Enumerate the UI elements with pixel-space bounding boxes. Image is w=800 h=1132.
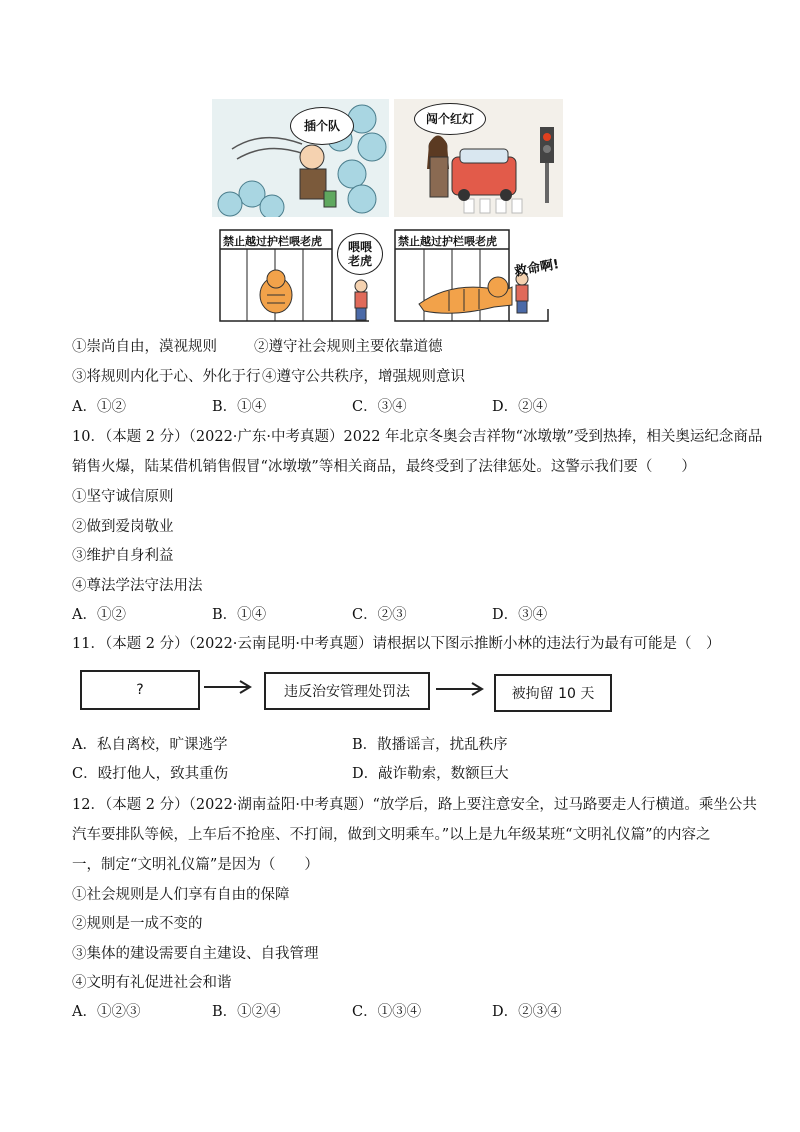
red-light-speech-bubble: 闯个红灯 bbox=[414, 103, 486, 135]
q12-choice-d[interactable]: D．②③④ bbox=[492, 1004, 562, 1020]
q10-stem-line1: 10．（本题 2 分）（2022·广东·中考真题）2022 年北京冬奥会吉祥物“冰墩墩”受到热捧，相关奥运纪念商品 bbox=[72, 429, 763, 445]
q11-choice-d[interactable]: D．敲诈勒索，数额巨大 bbox=[352, 766, 509, 782]
q10-choice-b[interactable]: B．①④ bbox=[212, 607, 267, 623]
flow-detention-box: 被拘留 10 天 bbox=[494, 674, 612, 712]
queue-speech-bubble: 插个队 bbox=[290, 107, 354, 145]
help-shout-text: 救命啊! bbox=[513, 257, 561, 280]
q10-choice-d[interactable]: D．③④ bbox=[492, 607, 548, 623]
q9-option-2: ②遵守社会规则主要依靠道德 bbox=[254, 339, 443, 355]
q9-choice-d[interactable]: D．②④ bbox=[492, 399, 548, 415]
q11-choice-b[interactable]: B．散播谣言，扰乱秩序 bbox=[352, 737, 508, 753]
flow-unknown-box: ? bbox=[80, 670, 200, 710]
flow-arrow-2 bbox=[436, 681, 488, 697]
q12-choice-b[interactable]: B．①②④ bbox=[212, 1004, 281, 1020]
q12-stem-line2: 汽车要排队等候，上车后不抢座、不打闹，做到文明乘车。”以上是九年级某班“文明礼仪篇”的内容之 bbox=[72, 827, 711, 843]
comic-feed-tiger-after bbox=[394, 229, 570, 323]
q9-option-4: ④遵守公共秩序，增强规则意识 bbox=[262, 369, 465, 385]
q12-choice-c[interactable]: C．①③④ bbox=[352, 1004, 422, 1020]
q9-option-1: ①崇尚自由，漠视规则 bbox=[72, 339, 217, 355]
q12-item-4: ④文明有礼促进社会和谐 bbox=[72, 975, 232, 991]
q11-choice-a[interactable]: A．私自离校，旷课逃学 bbox=[72, 737, 228, 753]
q9-choice-b[interactable]: B．①④ bbox=[212, 399, 267, 415]
q10-stem-line2: 销售火爆，陆某借机销售假冒“冰墩墩”等相关商品，最终受到了法律惩处。这警示我们要（ ） bbox=[72, 459, 696, 475]
q10-choice-c[interactable]: C．②③ bbox=[352, 607, 407, 623]
q10-choice-a[interactable]: A．①② bbox=[72, 607, 126, 623]
q10-item-2: ②做到爱岗敬业 bbox=[72, 519, 174, 535]
q12-stem-line1: 12．（本题 2 分）（2022·湖南益阳·中考真题）“放学后，路上要注意安全，过马路要走人行横道。乘坐公共 bbox=[72, 797, 757, 813]
q12-item-1: ①社会规则是人们享有自由的保障 bbox=[72, 887, 290, 903]
q11-stem: 11．（本题 2 分）（2022·云南昆明·中考真题）请根据以下图示推断小林的违法行为最有可能是（ ） bbox=[72, 636, 721, 652]
q12-item-3: ③集体的建设需要自主建设、自我管理 bbox=[72, 946, 319, 962]
q10-item-1: ①坚守诚信原则 bbox=[72, 489, 174, 505]
q9-choice-a[interactable]: A．①② bbox=[72, 399, 126, 415]
flow-arrow-1 bbox=[204, 679, 256, 695]
q11-choice-c[interactable]: C．殴打他人，致其重伤 bbox=[72, 766, 229, 782]
q12-stem-line3: 一，制定“文明礼仪篇”是因为（ ） bbox=[72, 857, 319, 873]
q12-choice-a[interactable]: A．①②③ bbox=[72, 1004, 141, 1020]
flow-law-box: 违反治安管理处罚法 bbox=[264, 672, 430, 710]
q12-item-2: ②规则是一成不变的 bbox=[72, 916, 203, 932]
feed-speech-bubble bbox=[337, 233, 383, 275]
q9-choice-c[interactable]: C．③④ bbox=[352, 399, 407, 415]
no-feeding-sign-right: 禁止越过护栏喂老虎 bbox=[398, 235, 497, 248]
q10-item-4: ④尊法学法守法用法 bbox=[72, 578, 203, 594]
feed-bubble-text: 喂喂 老虎 bbox=[347, 240, 372, 268]
comic-queue-jumping bbox=[212, 99, 389, 217]
q10-item-3: ③维护自身利益 bbox=[72, 548, 174, 564]
comic-red-light bbox=[394, 99, 563, 217]
q9-option-3: ③将规则内化于心、外化于行 bbox=[72, 369, 261, 385]
comic-feed-tiger-before bbox=[219, 229, 391, 323]
no-feeding-sign-left: 禁止越过护栏喂老虎 bbox=[223, 235, 322, 248]
